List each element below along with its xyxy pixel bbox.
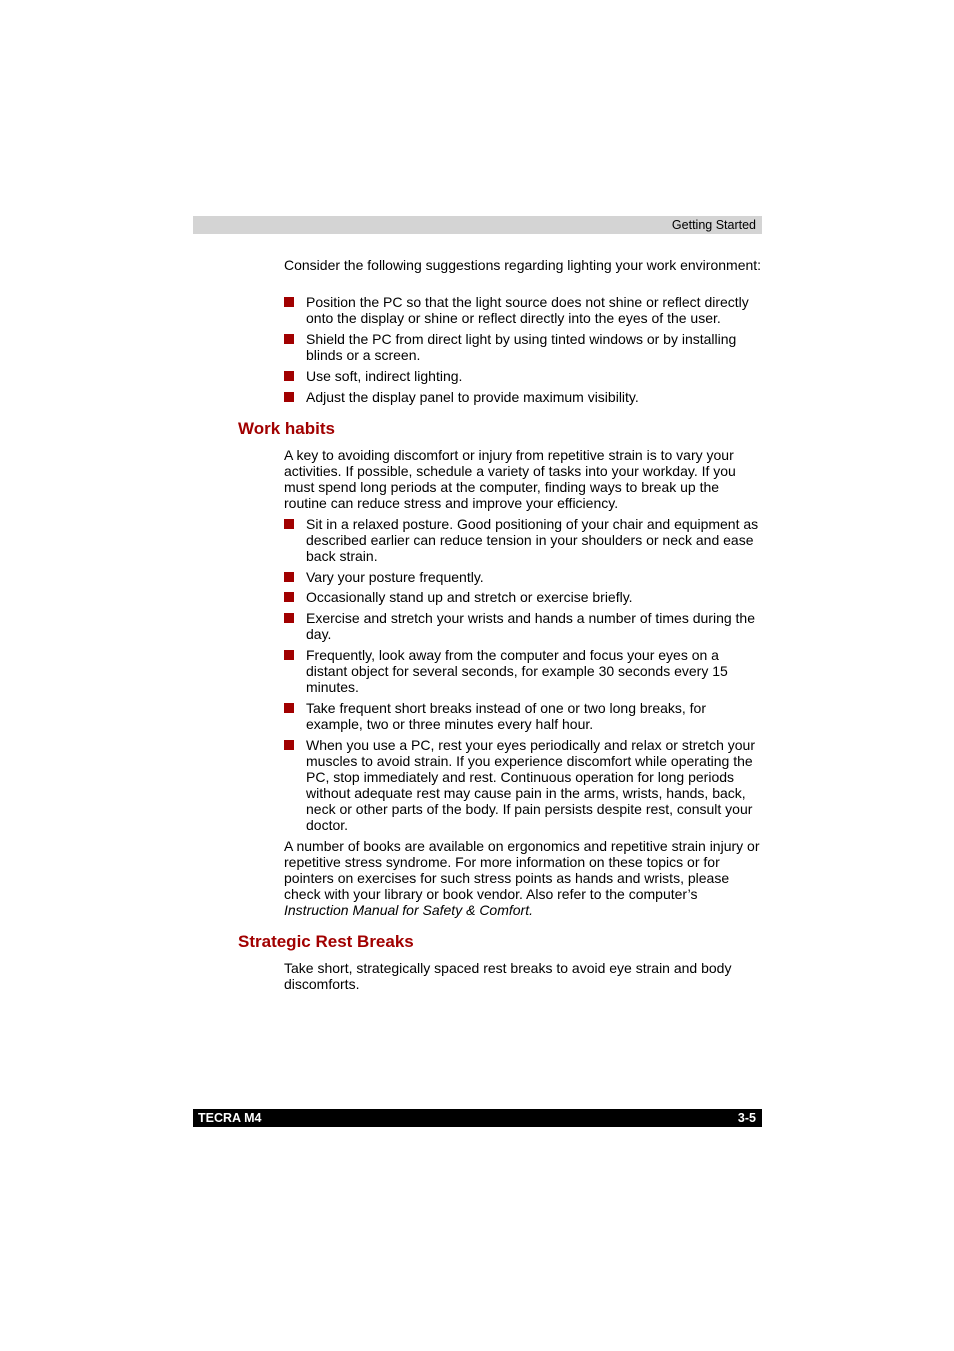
list-item-text: Adjust the display panel to provide maximum visibility. (306, 389, 639, 405)
list-item-text: Sit in a relaxed posture. Good positioning of your chair and equipment as described earlier can reduce tension in your shoulders or neck and ease back strain. (306, 516, 759, 564)
list-item-text: Shield the PC from direct light by using tinted windows or by installing blinds or a screen. (306, 331, 737, 363)
bullet-square-icon (284, 371, 294, 381)
list-item-text: Frequently, look away from the computer and focus your eyes on a distant object for several seconds, for example 30 seconds every 15 minutes. (306, 647, 728, 695)
bullet-square-icon (284, 572, 294, 582)
closing-text: A number of books are available on ergonomics and repetitive strain injury or repetitive stress syndrome. For more information on these topics or for pointers on exercises for such stress points as hands and wrists, please check with your library or book vendor. Also refer to the computer’s (284, 838, 760, 902)
rest-breaks-text: Take short, strategically spaced rest breaks to avoid eye strain and body discomforts. (284, 960, 732, 992)
footer-page-number: 3-5 (737, 1111, 756, 1125)
work-habits-intro: A key to avoiding discomfort or injury from repetitive strain is to vary your activities. If possible, schedule a variety of tasks into your workday. If you must spend long periods at the computer, finding ways to break up the routine can reduce stress and improve your efficiency. (284, 447, 736, 511)
bullet-square-icon (284, 650, 294, 660)
bullet-square-icon (284, 519, 294, 529)
header-section-title: Getting Started (671, 218, 756, 232)
bullet-square-icon (284, 613, 294, 623)
list-item-text: Take frequent short breaks instead of one or two long breaks, for example, two or three minutes every half hour. (306, 700, 707, 732)
bullet-square-icon (284, 392, 294, 402)
list-item-text: When you use a PC, rest your eyes periodically and relax or stretch your muscles to avoid strain. If you experience discomfort while operating the PC, stop immediately and rest. Continuous operation for long periods without adequate rest may cause pain in the arms, wrists, hands, back, neck or other parts of the body. If pain persists despite rest, consult your doctor. (306, 737, 755, 833)
footer-bar (193, 1109, 762, 1127)
list-item-text: Position the PC so that the light source does not shine or reflect directly onto the display or shine or reflect directly into the eyes of the user. (306, 294, 749, 326)
list-item-text: Exercise and stretch your wrists and hands a number of times during the day. (306, 610, 755, 642)
bullet-square-icon (284, 703, 294, 713)
list-item-text: Occasionally stand up and stretch or exercise briefly. (306, 589, 633, 605)
section-heading-rest-breaks: Strategic Rest Breaks (238, 932, 414, 951)
list-item-text: Use soft, indirect lighting. (306, 368, 463, 384)
footer-model: TECRA M4 (198, 1111, 262, 1125)
manual-title: Instruction Manual for Safety & Comfort. (284, 902, 533, 918)
bullet-square-icon (284, 740, 294, 750)
work-habits-closing (284, 838, 762, 918)
header-bar (193, 216, 762, 234)
lighting-intro: Consider the following suggestions regarding lighting your work environment: (284, 257, 762, 273)
list-item-text: Vary your posture frequently. (306, 569, 484, 585)
bullet-square-icon (284, 334, 294, 344)
bullet-square-icon (284, 297, 294, 307)
bullet-square-icon (284, 592, 294, 602)
section-heading-work-habits: Work habits (238, 419, 335, 438)
